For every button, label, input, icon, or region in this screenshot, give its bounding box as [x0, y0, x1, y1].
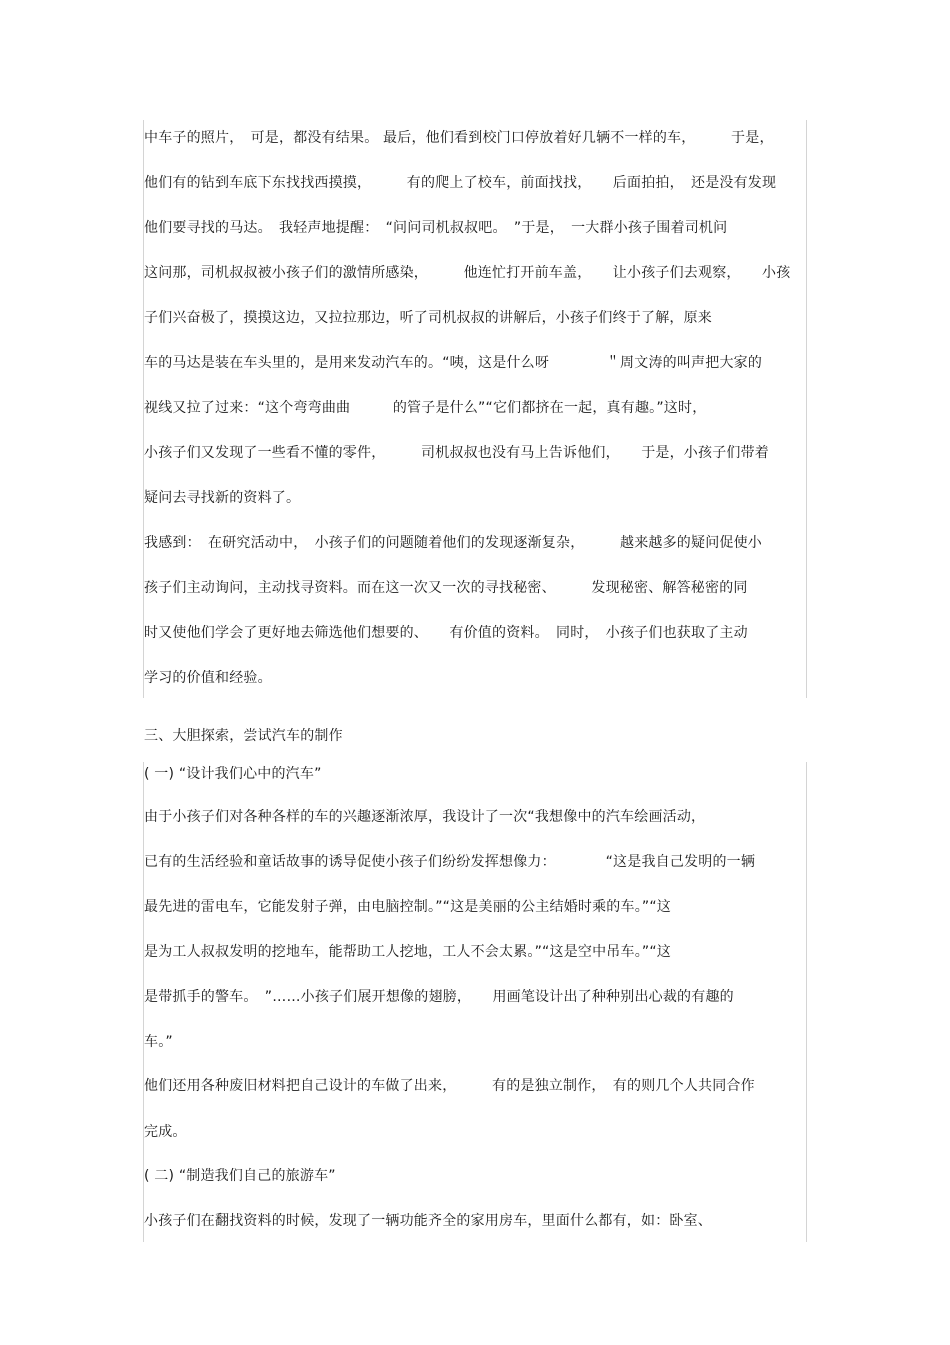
paragraph-line: 他们有的钻到车底下东找找西摸摸， 有的爬上了校车，前面找找， 后面拍拍， 还是没有发现: [144, 175, 777, 191]
paragraph-line: 疑问去寻找新的资料了。: [144, 490, 301, 506]
paragraph-line: 是为工人叔叔发明的挖地车，能帮助工人挖地，工人不会太累。”“这是空中吊车。”“这: [144, 944, 672, 960]
paragraph-line: 视线又拉了过来：“这个弯弯曲曲 的管子是什么”“它们都挤在一起，真有趣。”这时，: [144, 400, 707, 416]
subsection-title: ( 二) “制造我们自己的旅游车”: [144, 1168, 336, 1184]
section-heading: 三、大胆探索，尝试汽车的制作: [144, 728, 343, 744]
paragraph-line: 中车子的照片， 可是，都没有结果。 最后，他们看到校门口停放着好几辆不一样的车， 于是，: [144, 130, 774, 146]
paragraph-line: 完成。: [144, 1124, 187, 1140]
paragraph-line: 小孩子们在翻找资料的时候，发现了一辆功能齐全的家用房车，里面什么都有，如：卧室、: [144, 1213, 712, 1229]
paragraph-line: 学习的价值和经验。: [144, 670, 272, 686]
paragraph-line: 车的马达是装在车头里的，是用来发动汽车的。“咦，这是什么呀 ＂周文涛的叫声把大家的: [144, 355, 763, 371]
paragraph-line: 车。”: [144, 1034, 173, 1050]
paragraph-line: 子们兴奋极了，摸摸这边，又拉拉那边，听了司机叔叔的讲解后，小孩子们终于了解，原来: [144, 310, 712, 326]
paragraph-line: 小孩子们又发现了一些看不懂的零件， 司机叔叔也没有马上告诉他们， 于是，小孩子们带着: [144, 445, 769, 461]
paragraph-line: 这问那，司机叔叔被小孩子们的激情所感染， 他连忙打开前车盖， 让小孩子们去观察， 小孩: [144, 265, 791, 281]
paragraph-line: 孩子们主动询问，主动找寻资料。而在这一次又一次的寻找秘密、 发现秘密、解答秘密的同: [144, 580, 748, 596]
paragraph-line: 我感到： 在研究活动中， 小孩子们的问题随着他们的发现逐渐复杂， 越来越多的疑问促使小: [144, 535, 762, 551]
paragraph-line: 是带抓手的警车。 ”……小孩子们展开想像的翅膀， 用画笔设计出了种种别出心裁的有趣的: [144, 989, 734, 1005]
paragraph-line: 最先进的雷电车，它能发射子弹，由电脑控制。”“这是美丽的公主结婚时乘的车。”“这: [144, 899, 672, 915]
paragraph-line: 由于小孩子们对各种各样的车的兴趣逐渐浓厚，我设计了一次“我想像中的汽车绘画活动，: [144, 809, 706, 825]
paragraph-line: 他们要寻找的马达。 我轻声地提醒： “问问司机叔叔吧。 ”于是， 一大群小孩子围着司机问: [144, 220, 728, 236]
subsection-title: ( 一) “设计我们心中的汽车”: [144, 766, 322, 782]
page-border-right-lower: [806, 762, 807, 1242]
paragraph-line: 他们还用各种废旧材料把自己设计的车做了出来， 有的是独立制作， 有的则几个人共同合作: [144, 1078, 755, 1094]
paragraph-line: 已有的生活经验和童话故事的诱导促使小孩子们纷纷发挥想像力： “这是我自己发明的一辆: [144, 854, 756, 870]
page-border-right-upper: [806, 120, 807, 698]
paragraph-line: 时又使他们学会了更好地去筛选他们想要的、 有价值的资料。 同时， 小孩子们也获取了主动: [144, 625, 748, 641]
